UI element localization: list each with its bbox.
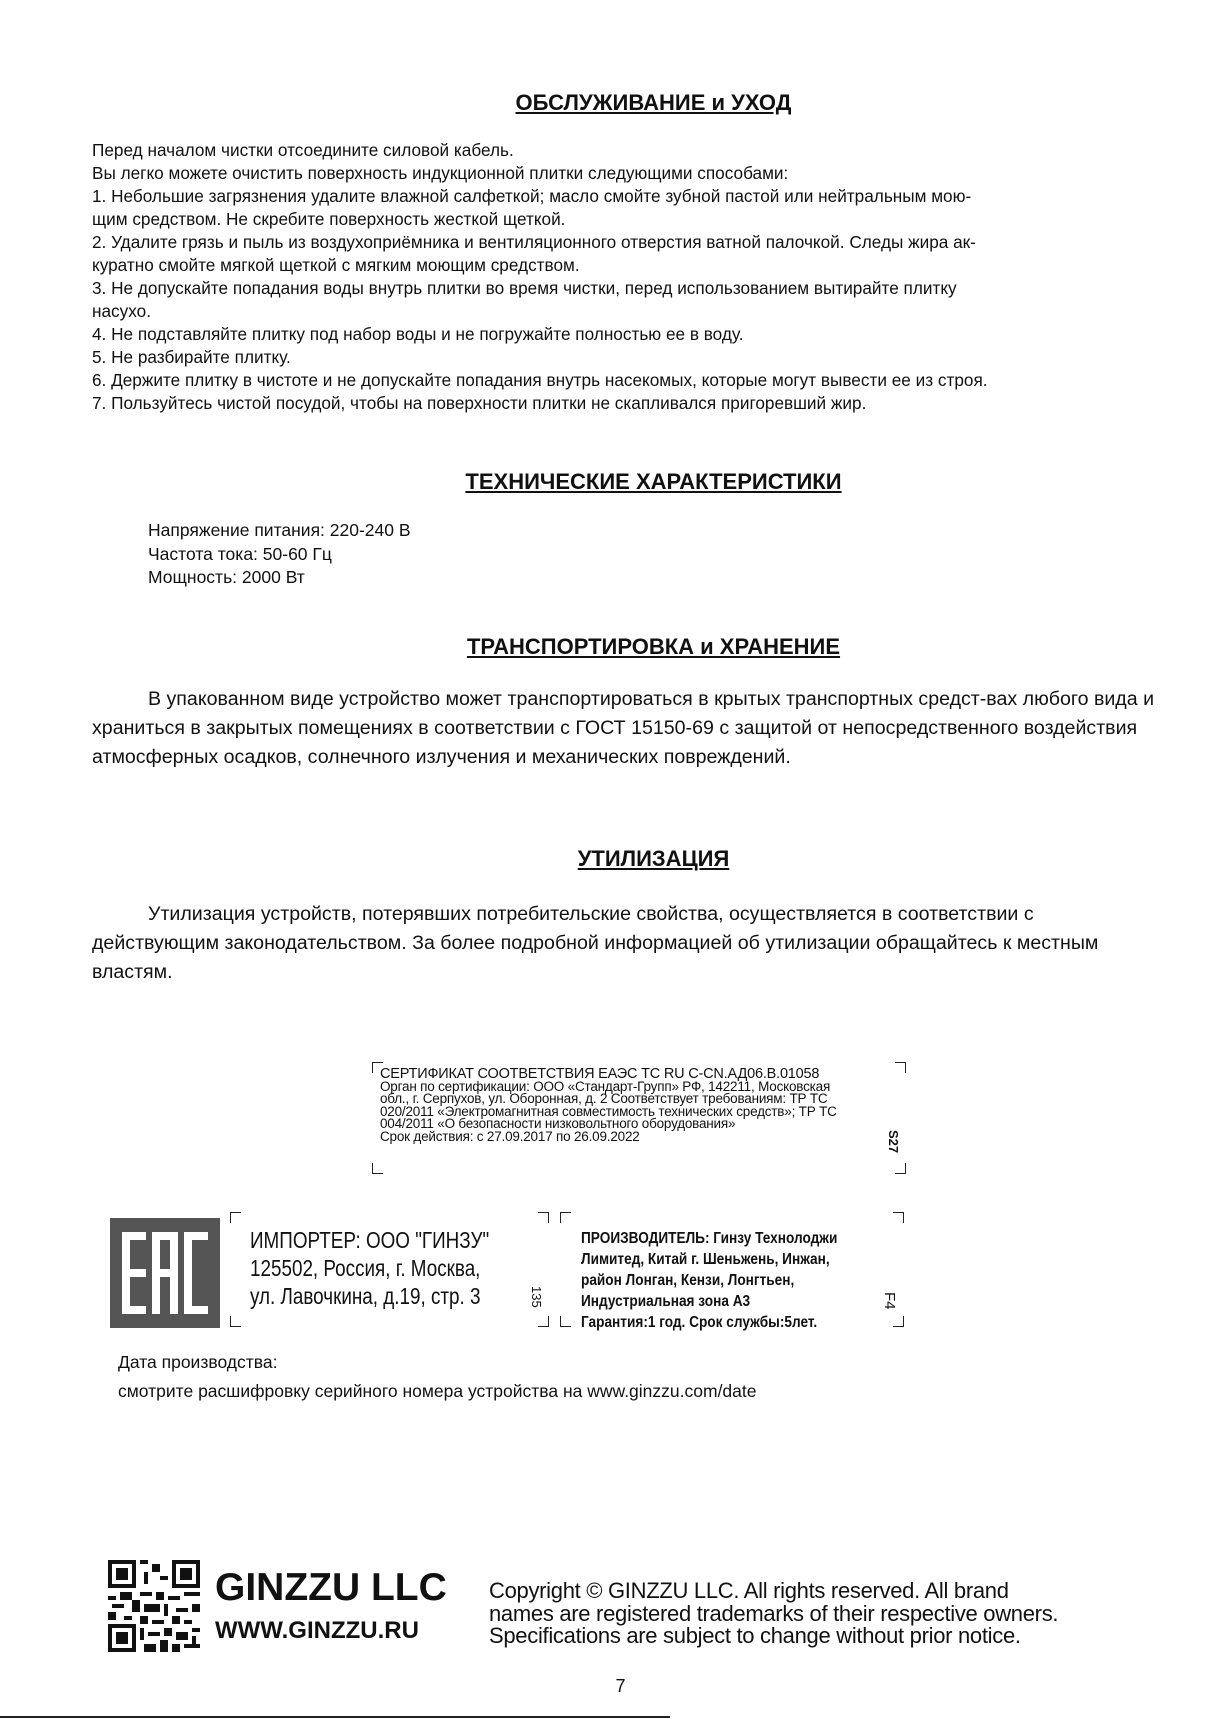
spec-voltage: Напряжение питания: 220-240 В [148, 520, 411, 540]
eac-logo [110, 1218, 220, 1328]
copyright-line: Specifications are subject to change without prior notice. [489, 1623, 1021, 1648]
corner-mark [538, 1212, 549, 1223]
importer-code: 135 [529, 1286, 544, 1308]
importer-line: ИМПОРТЕР: ООО "ГИНЗУ" [250, 1227, 490, 1253]
qr-code-icon [108, 1560, 200, 1652]
disposal-text: Утилизация устройств, потерявших потребительские свойства, осуществляется в соответствии с действующим законодательством. За более подробной информацией об утилизации обращайтесь к местным властям. [92, 903, 1099, 983]
corner-mark [893, 1212, 904, 1223]
spec-frequency: Частота тока: 50-60 Гц [148, 543, 332, 564]
manufacturer-line: ПРОИЗВОДИТЕЛЬ: Гинзу Технолоджи [581, 1230, 838, 1247]
manufacturer-block [581, 1228, 837, 1333]
manufacturer-line: район Лонган, Кензи, Лонгтьен, [581, 1272, 795, 1289]
certificate-title: СЕРТИФИКАТ СООТВЕТСТВИЯ ЕАЭС ТС RU C-CN.АД06.В.01058 [380, 1066, 820, 1082]
care-line: щим средством. Не скребите поверхность жесткой щеткой. [92, 209, 566, 229]
care-line: 2. Удалите грязь и пыль из воздухоприёмника и вентиляционного отверстия ватной палочкой. Следы жира ак- [92, 232, 976, 252]
manufacturer-warranty: Гарантия:1 год. Срок службы:5лет. [581, 1314, 818, 1331]
certificate-line: обл., г. Серпухов, ул. Оборонная, д. 2 Соответствует требованиям: ТР ТС [380, 1091, 828, 1106]
corner-mark [230, 1316, 241, 1327]
certificate-line: 004/2011 «О безопасности низковольтного оборудования» [380, 1116, 736, 1131]
care-line: 1. Небольшие загрязнения удалите влажной салфеткой; масло смойте зубной пастой или нейтральным мою- [92, 186, 972, 206]
spec-power: Мощность: 2000 Вт [148, 567, 305, 587]
transport-heading: ТРАНСПОРТИРОВКА и ХРАНЕНИЕ [466, 634, 841, 659]
certificate-code: S27 [886, 1130, 901, 1154]
transport-text: В упакованном виде устройство может транспортироваться в крытых транспортных средст-вах любого вида и храниться в закрытых помещениях в соответствии с ГОСТ 15150-69 с защитой от непосредственного воздействия атмосферных осадков, солнечного излучения и механических повреждений. [92, 688, 1155, 768]
corner-mark [230, 1212, 241, 1223]
care-line: 6. Держите плитку в чистоте и не допускайте попадания внутрь насекомых, которые могут вывести ее из строя. [92, 370, 988, 390]
certificate-validity: Срок действия: с 27.09.2017 по 26.09.2022 [380, 1128, 640, 1144]
certificate-line: 020/2011 «Электромагнитная совместимость технических средств»; ТР ТС [380, 1103, 837, 1119]
manufacturer-code: F4 [881, 1292, 898, 1310]
care-line: насухо. [92, 301, 151, 321]
care-line: Перед началом чистки отсоедините силовой кабель. [92, 140, 514, 160]
copyright-notice [489, 1580, 1129, 1648]
care-line: 3. Не допускайте попадания воды внутрь плитки во время чистки, перед использованием вытирайте плитку [92, 278, 957, 298]
importer-block [250, 1226, 489, 1310]
care-line: 4. Не подставляйте плитку под набор воды и не погружайте полностью ее в воду. [92, 324, 744, 344]
corner-mark [560, 1212, 571, 1223]
copyright-line: names are registered trademarks of their respective owners. [489, 1600, 1059, 1626]
care-line: 5. Не разбирайте плитку. [92, 347, 291, 367]
importer-line: 125502, Россия, г. Москва, [250, 1255, 481, 1281]
brand-name: GINZZU LLC [215, 1566, 447, 1609]
eac-mark-icon [110, 1218, 220, 1328]
certificate-block [380, 1068, 910, 1178]
corner-mark [893, 1316, 904, 1327]
care-text [92, 139, 1152, 415]
care-line: куратно смойте мягкой щеткой с мягким моющим средством. [92, 255, 580, 275]
copyright-line: Copyright © GINZZU LLC. All rights reserved. All brand [489, 1578, 1009, 1603]
manufacturer-line: Индустриальная зона А3 [581, 1293, 751, 1310]
importer-line: ул. Лавочкина, д.19, стр. 3 [250, 1283, 481, 1309]
manufacturer-line: Лимитед, Китай г. Шеньжень, Инжан, [581, 1251, 830, 1268]
production-date [118, 1348, 757, 1406]
corner-mark [560, 1316, 571, 1327]
corner-mark [538, 1316, 549, 1327]
specs-list [148, 519, 411, 590]
care-line: Вы легко можете очистить поверхность индукционной плитки следующими способами: [92, 163, 789, 183]
care-heading: ОБСЛУЖИВАНИЕ и УХОД [515, 90, 792, 115]
page-number: 7 [615, 1676, 626, 1696]
certificate-line: Орган по сертификации: ООО «Стандарт-Групп» РФ, 142211, Московская [380, 1078, 831, 1094]
bottom-rule [0, 1716, 670, 1718]
disposal-heading: УТИЛИЗАЦИЯ [577, 846, 730, 871]
production-date-text: смотрите расшифровку серийного номера устройства на www.ginzzu.com/date [118, 1381, 757, 1401]
care-line: 7. Пользуйтесь чистой посудой, чтобы на поверхности плитки не скапливался пригоревший жир. [92, 393, 867, 413]
production-date-label: Дата производства: [118, 1352, 278, 1372]
specs-heading: ТЕХНИЧЕСКИЕ ХАРАКТЕРИСТИКИ [465, 469, 842, 494]
brand-website[interactable]: WWW.GINZZU.RU [215, 1617, 419, 1644]
